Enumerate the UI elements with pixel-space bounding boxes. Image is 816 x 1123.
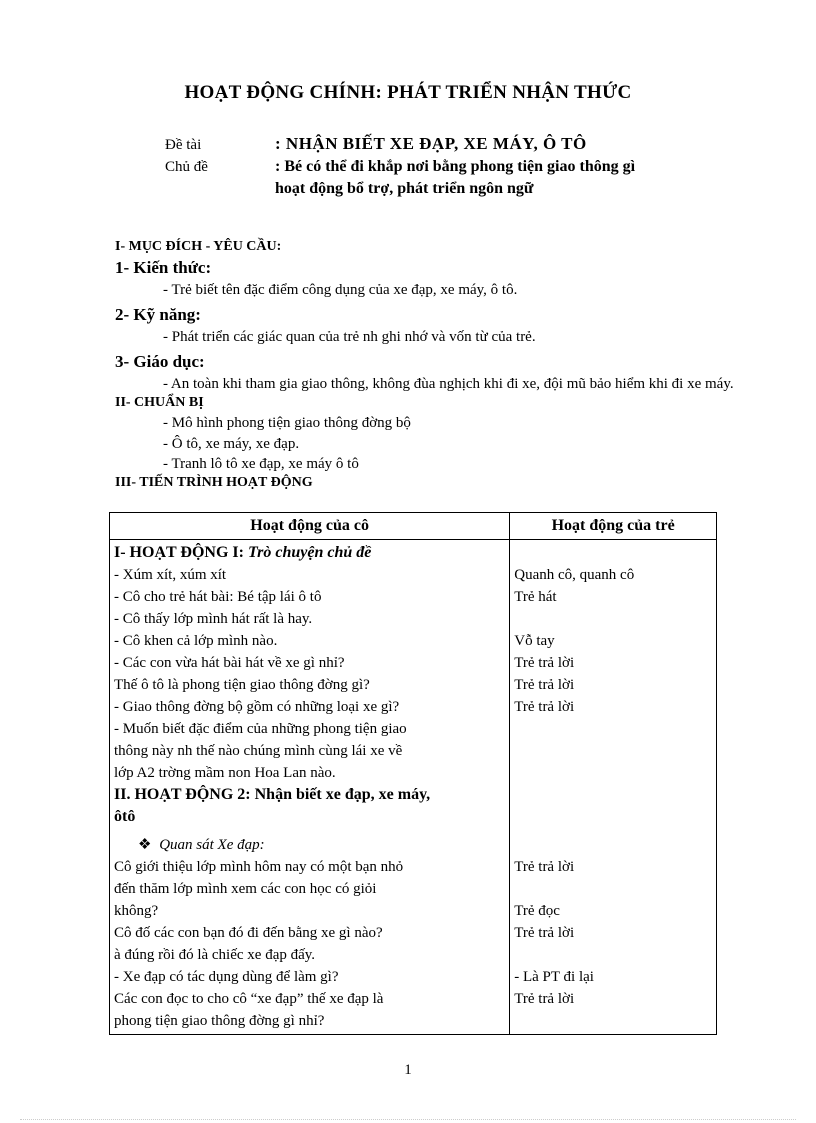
teacher-line: - Cô cho trẻ hát bài: Bé tập lái ô tô [114, 588, 322, 605]
teacher-line: Thế ô tô là phong tiện giao thông đờng gì? [114, 676, 370, 693]
activity-2-title: Nhận biết xe đạp, xe máy, [254, 785, 431, 803]
child-line: Trẻ trả lời [514, 698, 575, 715]
teacher-line: - Cô khen cả lớp mình nào. [114, 632, 278, 649]
child-line: Trẻ hát [514, 588, 557, 605]
child-line: - Là PT đi lại [514, 968, 594, 985]
section-preparation: II- CHUẨN BỊ [115, 395, 204, 411]
theme-row [165, 156, 725, 178]
teacher-line: thông này nh thế nào chúng mình cùng lái xe về [114, 742, 403, 759]
table-header-row [110, 513, 717, 540]
teacher-line: Các con đọc to cho cô “xe đạp” thế xe đạp là [114, 990, 384, 1007]
knowledge-text: - Trẻ biết tên đặc điểm công dụng của xe đạp, xe máy, ô tô. [163, 281, 518, 298]
topic-value: : NHẬN BIẾT XE ĐẠP, XE MÁY, Ô TÔ [275, 134, 587, 153]
child-line: Trẻ trả lời [514, 924, 575, 941]
child-column [510, 539, 717, 1034]
teacher-line: - Xúm xít, xúm xít [114, 566, 227, 583]
knowledge-heading: 1- Kiến thức: [115, 257, 212, 277]
child-line: Trẻ trả lời [514, 676, 575, 693]
child-spacer [514, 806, 712, 828]
education-heading: 3- Giáo dục: [115, 352, 205, 372]
teacher-line: - Muốn biết đặc điểm của những phong tiện giao [114, 720, 407, 737]
theme-value: : Bé có thể đi khắp nơi bằng phong tiện giao thông gì [275, 157, 636, 175]
skill-heading: 2- Kỹ năng: [115, 305, 201, 325]
teacher-column [110, 539, 510, 1034]
activity-table [109, 512, 717, 1035]
child-spacer [514, 542, 712, 564]
col-teacher-header: Hoạt động của cô [110, 513, 510, 540]
diamond-bullet-icon: ❖ [138, 836, 152, 853]
lesson-meta [165, 133, 725, 199]
table-body-row [110, 539, 717, 1034]
page-title: HOẠT ĐỘNG CHÍNH: PHÁT TRIỂN NHẬN THỨC [184, 82, 632, 103]
child-line: Trẻ đọc [514, 902, 560, 919]
topic-row [165, 133, 725, 156]
activity-2-prefix: II. HOẠT ĐỘNG 2: [114, 785, 251, 803]
teacher-line: - Các con vừa hát bài hát về xe gì nhỉ? [114, 654, 345, 671]
child-line: Trẻ trả lời [514, 654, 575, 671]
section-objectives: I- MỤC ĐÍCH - YÊU CẦU: [115, 239, 282, 254]
teacher-line: phong tiện giao thông đờng gì nhỉ? [114, 1012, 325, 1029]
child-line: Quanh cô, quanh cô [514, 566, 635, 583]
footer-divider [20, 1119, 796, 1120]
prep-item: - Mô hình phong tiện giao thông đờng bộ [163, 415, 411, 432]
activity-1-prefix: I- HOẠT ĐỘNG I: [114, 543, 244, 561]
teacher-line: - Giao thông đờng bộ gồm có những loại xe gì? [114, 698, 400, 715]
teacher-line: đến thăm lớp mình xem các con học có giỏi [114, 880, 377, 897]
teacher-line: lớp A2 trờng mầm non Hoa Lan nào. [114, 764, 336, 781]
child-line: Trẻ trả lời [514, 990, 575, 1007]
section-process: III- TIẾN TRÌNH HOẠT ĐỘNG [115, 475, 313, 491]
prep-item: - Tranh lô tô xe đạp, xe máy ô tô [163, 455, 359, 472]
child-line [514, 878, 712, 900]
activity-1-title: Trò chuyện chủ đề [247, 543, 372, 561]
child-line: Vỗ tay [514, 632, 555, 649]
theme-continuation: hoạt động bổ trợ, phát triển ngôn ngữ [275, 179, 534, 197]
skill-text: - Phát triển các giác quan của trẻ nh ghi nhớ và vốn từ của trẻ. [163, 329, 536, 346]
lesson-body [115, 238, 747, 493]
teacher-line: - Xe đạp có tác dụng dùng để làm gì? [114, 968, 339, 985]
teacher-line: Cô đố các con bạn đó đi đến bằng xe gì nào? [114, 924, 383, 941]
child-line [514, 608, 712, 630]
child-line: Trẻ trả lời [514, 858, 575, 875]
child-spacer [514, 834, 712, 856]
child-line [514, 1010, 712, 1032]
teacher-line: Cô giới thiệu lớp mình hôm nay có một bạn nhỏ [114, 858, 404, 875]
observe-line [114, 834, 505, 856]
child-line [514, 944, 712, 966]
education-text: - An toàn khi tham gia giao thông, không đùa nghịch khi đi xe, đội mũ bảo hiểm khi đi xe máy. [163, 376, 734, 393]
teacher-line: - Cô thấy lớp mình hát rất là hay. [114, 610, 313, 627]
activity-2-title-cont: ôtô [114, 807, 136, 825]
child-line [514, 762, 712, 784]
child-spacer [514, 784, 712, 806]
col-child-header: Hoạt động của trẻ [510, 513, 717, 540]
teacher-line: à đúng rồi đó là chiếc xe đạp đấy. [114, 946, 316, 963]
teacher-line: không? [114, 902, 159, 919]
child-line [514, 718, 712, 740]
observe-label: Quan sát Xe đạp: [159, 836, 265, 853]
theme-label: Chủ đề [165, 158, 208, 175]
activity-1-heading [114, 542, 505, 564]
topic-label: Đề tài [165, 137, 202, 153]
page-number: 1 [404, 1062, 412, 1078]
prep-item: - Ô tô, xe máy, xe đạp. [163, 435, 300, 452]
child-line [514, 740, 712, 762]
activity-2-heading [114, 784, 505, 806]
